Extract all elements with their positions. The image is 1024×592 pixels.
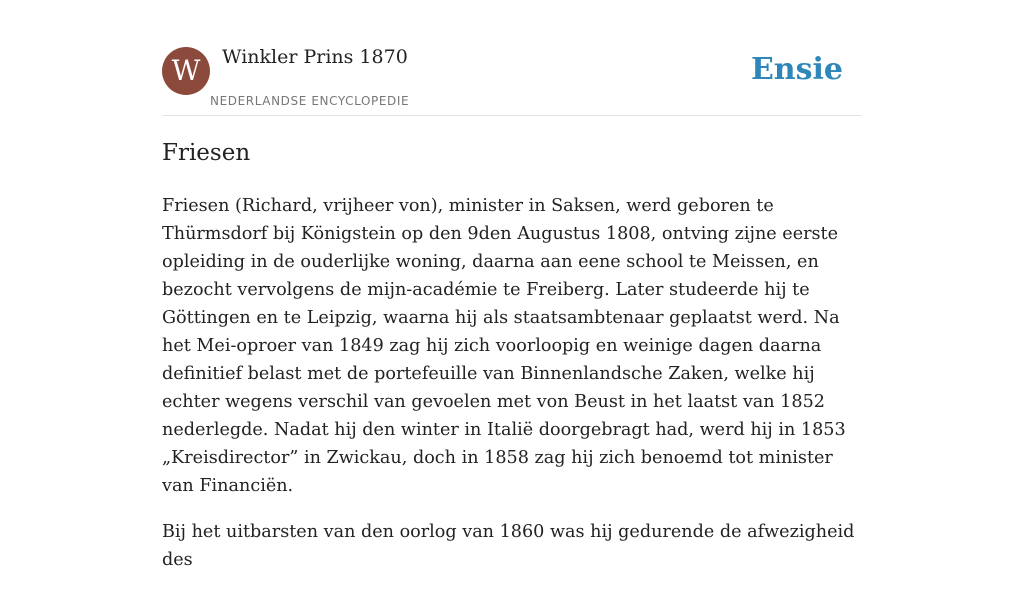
source-avatar[interactable]: W bbox=[162, 47, 210, 95]
article-title: Friesen bbox=[162, 140, 251, 166]
article-paragraph-1: Friesen (Richard, vrijheer von), minister in Saksen, werd geboren te Thürmsdorf bij Königstein op den 9den Augustus 1808, ontving zijne eerste opleiding in de ouderlijke woning, daarna aan eene school te Meissen, en bezocht vervolgens de mijn-académie te Freiberg. Later studeerde hij te Göttingen en te Leipzig, waarna hij als staatsambtenaar geplaatst werd. Na het Mei-oproer van 1849 zag hij zich voorloopig en weinige dagen daarna definitief belast met de portefeuille van Binnenlandsche Zaken, welke hij echter wegens verschil van gevoelen met von Beust in het laatst van 1852 nederlegde. Nadat hij den winter in Italië doorgebragt had, werd hij in 1853 „Kreisdirector” in Zwickau, doch in 1858 zag hij zich benoemd tot minister van Financiën. bbox=[162, 196, 846, 496]
article-paragraph-2: Bij het uitbarsten van den oorlog van 1860 was hij gedurende de afwezigheid des bbox=[162, 522, 855, 570]
site-header bbox=[162, 0, 862, 116]
brand-logo-link[interactable]: Ensie bbox=[750, 52, 843, 87]
article-body bbox=[162, 192, 864, 592]
source-title[interactable]: Winkler Prins 1870 bbox=[222, 46, 408, 68]
source-subtitle: NEDERLANDSE ENCYCLOPEDIE bbox=[210, 94, 410, 108]
